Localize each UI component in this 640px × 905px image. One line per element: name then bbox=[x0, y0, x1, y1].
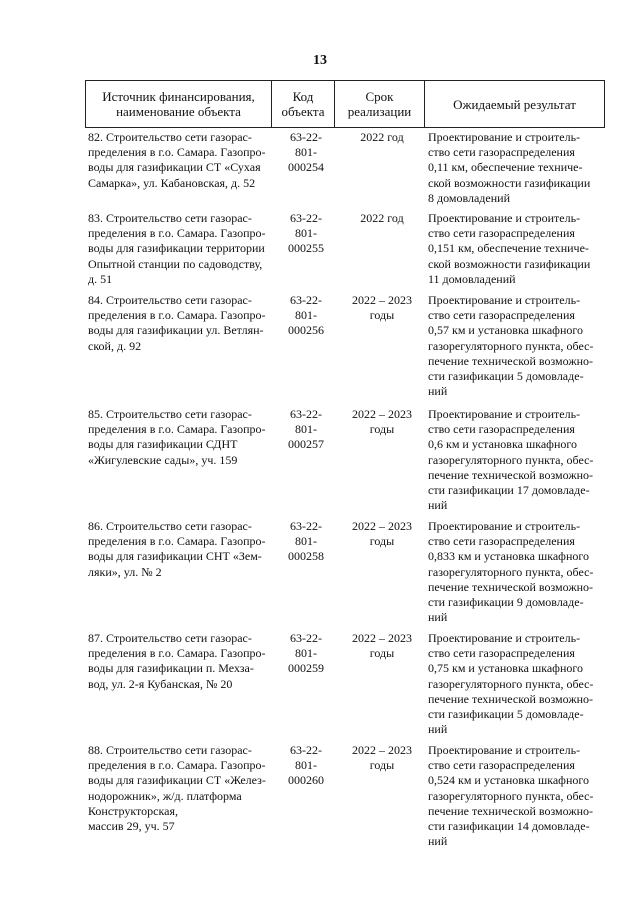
table-header bbox=[85, 80, 605, 128]
header-term: Срок реализации bbox=[334, 81, 424, 127]
row-code: 63-22- 801- 000259 bbox=[288, 631, 324, 676]
row-term: 2022 – 2023 годы bbox=[352, 519, 412, 549]
header-result: Ожидаемый результат bbox=[424, 81, 605, 127]
page-number: 13 bbox=[313, 53, 327, 68]
row-term: 2022 – 2023 годы bbox=[352, 407, 412, 437]
row-result: Проектирование и строитель- ство сети газораспределения 0,6 км и установка шкафного газорегуляторного пункта, обес- печение технической возможно- сти газификации 17 домовладе- ний bbox=[428, 407, 594, 513]
row-result: Проектирование и строитель- ство сети газораспределения 0,833 км и установка шкафного газорегуляторного пункта, обес- печение технической возможно- сти газификации 9 домовладе- ний bbox=[428, 519, 594, 625]
row-result: Проектирование и строитель- ство сети газораспределения 0,11 км, обеспечение техниче- ской возможности газификации 8 домовладений bbox=[428, 130, 591, 205]
row-code: 63-22- 801- 000255 bbox=[288, 211, 324, 256]
row-name: 88. Строительство сети газорас- пределения в г.о. Самара. Газопро- воды для газификации СТ «Желез- нодорожник», ж/д. платформа Конструкторская, массив 29, уч. 57 bbox=[88, 743, 266, 834]
row-result: Проектирование и строитель- ство сети газораспределения 0,75 км и установка шкафного газорегуляторного пункта, обес- печение технической возможно- сти газификации 5 домовладе- ний bbox=[428, 631, 594, 737]
row-name: 84. Строительство сети газорас- пределения в г.о. Самара. Газопро- воды для газификации ул. Ветлян- ской, д. 92 bbox=[88, 293, 266, 353]
row-name: 85. Строительство сети газорас- пределения в г.о. Самара. Газопро- воды для газификации СДНТ «Жигулевские сады», уч. 159 bbox=[88, 407, 266, 467]
row-term: 2022 – 2023 годы bbox=[352, 293, 412, 323]
row-result: Проектирование и строитель- ство сети газораспределения 0,524 км и установка шкафного газорегуляторного пункта, обес- печение технической возможно- сти газификации 14 домовладе- ний bbox=[428, 743, 594, 849]
row-code: 63-22- 801- 000258 bbox=[288, 519, 324, 564]
row-code: 63-22- 801- 000254 bbox=[288, 130, 324, 175]
row-code: 63-22- 801- 000256 bbox=[288, 293, 324, 338]
row-result: Проектирование и строитель- ство сети газораспределения 0,151 км, обеспечение техниче- ской возможности газификации 11 домовладений bbox=[428, 211, 591, 286]
row-term: 2022 год bbox=[360, 130, 404, 144]
header-code: Код объекта bbox=[271, 81, 334, 127]
header-source: Источник финансирования, наименование объекта bbox=[85, 81, 271, 127]
row-name: 87. Строительство сети газорас- пределения в г.о. Самара. Газопро- воды для газификации п. Мехза- вод, ул. 2-я Кубанская, № 20 bbox=[88, 631, 266, 691]
row-code: 63-22- 801- 000260 bbox=[288, 743, 324, 788]
row-term: 2022 – 2023 годы bbox=[352, 631, 412, 661]
row-name: 86. Строительство сети газорас- пределения в г.о. Самара. Газопро- воды для газификации СНТ «Зем- ляки», ул. № 2 bbox=[88, 519, 266, 579]
row-code: 63-22- 801- 000257 bbox=[288, 407, 324, 452]
row-term: 2022 год bbox=[360, 211, 404, 225]
row-result: Проектирование и строитель- ство сети газораспределения 0,57 км и установка шкафного газорегуляторного пункта, обес- печение технической возможно- сти газификации 5 домовладе- ний bbox=[428, 293, 594, 399]
row-name: 82. Строительство сети газорас- пределения в г.о. Самара. Газопро- воды для газификации СТ «Сухая Самарка», ул. Кабановская, д. 52 bbox=[88, 130, 266, 190]
row-term: 2022 – 2023 годы bbox=[352, 743, 412, 773]
row-name: 83. Строительство сети газорас- пределения в г.о. Самара. Газопро- воды для газификации территории Опытной станции по садоводству, д. 51 bbox=[88, 211, 266, 286]
